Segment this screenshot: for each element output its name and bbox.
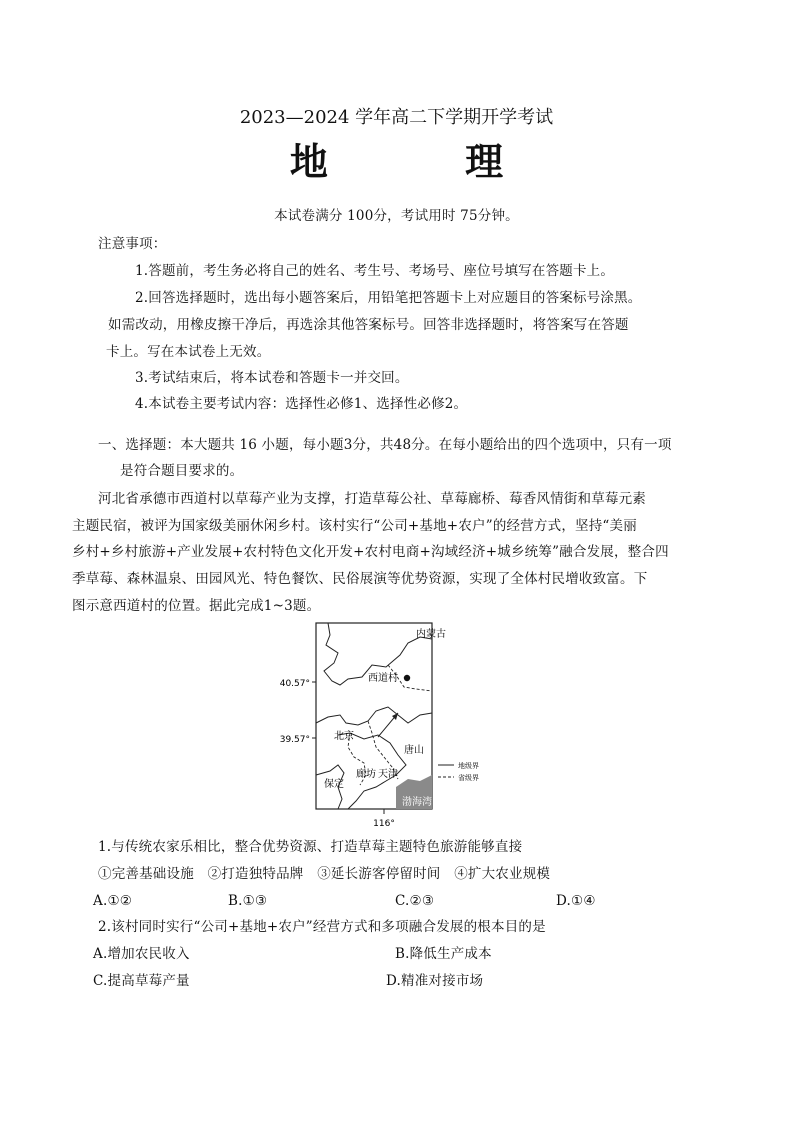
lat-label-1: 40.57° <box>279 679 310 689</box>
legend-label-1: 地级界 <box>458 762 479 770</box>
notice-item-2-cont2: 卡上。写在本试卷上无效。 <box>106 344 271 360</box>
passage-line-4: 季草莓、森林温泉、田园风光、特色餐饮、民俗展演等优势资源，实现了全体村民增收致富。下 <box>72 571 648 587</box>
lat-label-2: 39.57° <box>279 735 310 745</box>
q2-option-b[interactable]: B.降低生产成本 <box>395 946 492 962</box>
q1-option-c[interactable]: C.②③ <box>395 893 435 909</box>
score-info: 本试卷满分 100分，考试用时 75分钟。 <box>274 208 519 224</box>
label-neimenggu: 内蒙古 <box>416 629 446 640</box>
q2-option-a[interactable]: A.增加农民收入 <box>93 946 190 962</box>
notice-item-4: 4.本试卷主要考试内容：选择性必修1、选择性必修2。 <box>135 396 468 412</box>
notice-title: 注意事项： <box>98 236 167 252</box>
passage-line-5: 图示意西道村的位置。据此完成1~3题。 <box>72 598 321 614</box>
q1-option-d[interactable]: D.①④ <box>556 893 596 909</box>
q1-statements: ①完善基础设施 ②打造独特品牌 ③延长游客停留时间 ④扩大农业规模 <box>98 866 551 882</box>
section-heading-cont: 是符合题目要求的。 <box>120 463 244 479</box>
label-xidaocun: 西道村 <box>368 673 398 684</box>
q1-option-a[interactable]: A.①② <box>93 893 133 909</box>
label-langfang: 廊坊 <box>356 769 376 780</box>
q2-stem: 2.该村同时实行“公司+基地+农户”经营方式和多项融合发展的根本目的是 <box>98 919 546 935</box>
q2-option-d[interactable]: D.精准对接市场 <box>386 973 484 989</box>
location-map <box>268 615 500 835</box>
q1-stem: 1.与传统农家乐相比，整合优势资源、打造草莓主题特色旅游能够直接 <box>98 839 523 855</box>
passage-line-3: 乡村+乡村旅游+产业发展+农村特色文化开发+农村电商+沟域经济+城乡统筹”融合发展，整合四 <box>72 544 669 560</box>
q2-option-c[interactable]: C.提高草莓产量 <box>93 973 190 989</box>
label-tangshan: 唐山 <box>404 745 424 756</box>
xidaocun-marker <box>404 675 410 681</box>
label-beijing: 北京 <box>334 731 354 742</box>
notice-item-2: 2.回答选择题时，选出每小题答案后，用铅笔把答题卡上对应题目的答案标号涂黑。 <box>135 290 642 306</box>
passage-line-2: 主题民宿，被评为国家级美丽休闲乡村。该村实行“公司+基地+农户”的经营方式，坚持“美丽 <box>72 518 637 534</box>
label-baoding: 保定 <box>324 779 344 790</box>
q1-option-b[interactable]: B.①③ <box>228 893 268 909</box>
legend-label-2: 省级界 <box>458 774 479 782</box>
exam-title: 2023—2024 学年高二下学期开学考试 <box>239 107 554 128</box>
notice-item-3: 3.考试结束后，将本试卷和答题卡一并交回。 <box>135 370 409 386</box>
notice-item-1: 1.答题前，考生务必将自己的姓名、考生号、考场号、座位号填写在答题卡上。 <box>135 263 615 279</box>
section-heading: 一、选择题：本大题共 16 小题，每小题3分，共48分。在每小题给出的四个选项中，只有一项 <box>98 437 672 453</box>
subject-title: 地 理 <box>289 139 566 184</box>
lon-label: 116° <box>373 819 395 829</box>
notice-item-2-cont: 如需改动，用橡皮擦干净后，再选涂其他答案标号。回答非选择题时，将答案写在答题 <box>108 317 629 333</box>
province-boundary-mid <box>316 707 432 725</box>
passage-line-1: 河北省承德市西道村以草莓产业为支撑，打造草莓公社、草莓廊桥、莓香风情街和草莓元素 <box>98 491 646 507</box>
label-bohaiwan: 渤海湾 <box>402 797 432 808</box>
label-tianjin: 天津 <box>378 769 398 780</box>
